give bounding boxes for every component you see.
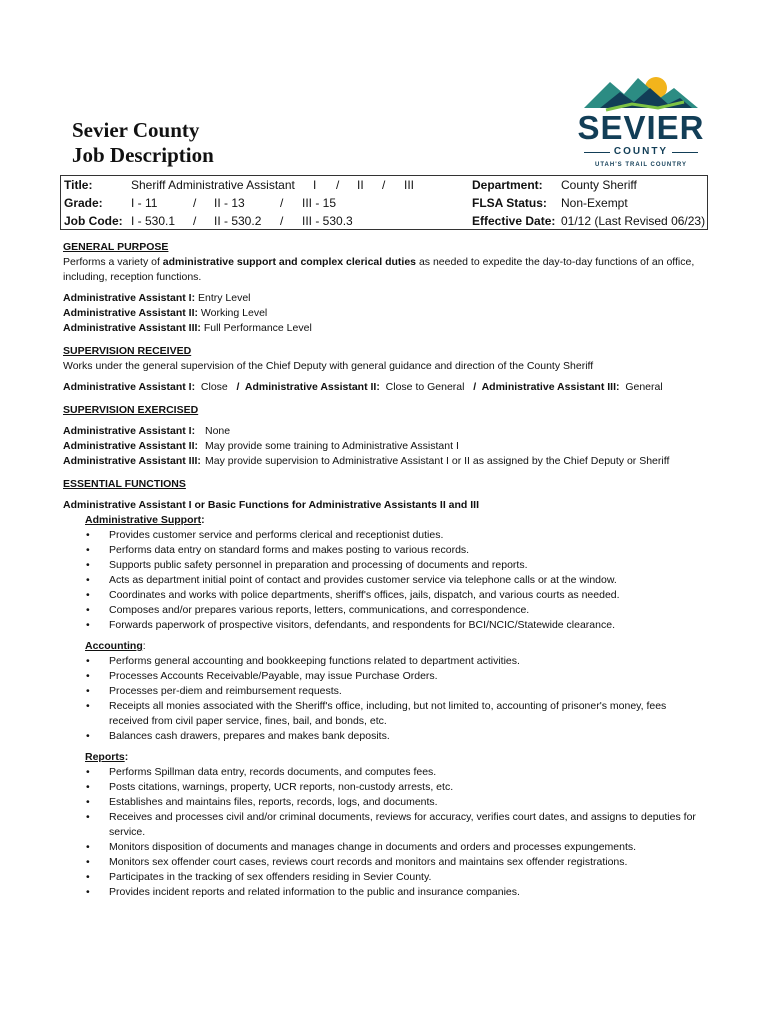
list-item: [85, 543, 708, 558]
jobcode-sep-1: /: [193, 214, 197, 228]
sr-l1-value: Close: [195, 381, 234, 393]
bullet-icon: •: [86, 730, 90, 742]
ef-group-admin-title-text: Administrative Support: [85, 514, 202, 526]
list-item-text: Forwards paperwork of prospective visitors, defendants, and respondents for BCI/NCIC/Statewide clearance.: [109, 619, 615, 631]
title-line-2: Job Description: [72, 143, 214, 167]
grade-2: II - 13: [214, 196, 245, 210]
gp-level-1-value: Entry Level: [195, 292, 251, 304]
list-item: [85, 780, 708, 795]
gp-text-pre: Performs a variety of: [63, 256, 163, 268]
jobcode-label: Job Code:: [64, 214, 123, 228]
department-value: County Sheriff: [561, 178, 637, 192]
list-item-text: Provides incident reports and related information to the public and insurance companies.: [109, 886, 520, 898]
sr-l3-label: Administrative Assistant III:: [481, 381, 620, 393]
sr-l3-value: General: [619, 381, 663, 393]
grade-1: I - 11: [131, 196, 158, 210]
se-row-3-value: May provide supervision to Administrative Assistant I or II as assigned by the Chief Deputy or Sheriff: [205, 455, 670, 467]
list-item-text: Performs data entry on standard forms and makes posting to various records.: [109, 544, 470, 556]
list-item: [85, 840, 708, 855]
ef-accounting-list: [85, 654, 708, 744]
list-item-text: Receipts all monies associated with the Sheriff's office, including, but not limited to, accounting of prisoner's money, fees received from civil paper service, fines, bail, and bonds, etc.: [109, 700, 667, 727]
bullet-icon: •: [86, 559, 90, 571]
se-row-1-value: None: [205, 425, 231, 437]
list-item: [85, 765, 708, 780]
se-row-2-label: Administrative Assistant II:: [63, 440, 198, 452]
logo-wordmark: SEVIER: [577, 109, 705, 146]
list-item: [85, 573, 708, 588]
gp-level-1-label: Administrative Assistant I:: [63, 292, 196, 304]
supervision-exercised-heading: SUPERVISION EXERCISED: [63, 404, 199, 416]
gp-level-3: [63, 321, 708, 336]
list-item-text: Posts citations, warnings, property, UCR reports, non-custody arrests, etc.: [109, 781, 454, 793]
list-item: [85, 588, 708, 603]
gp-level-2-label: Administrative Assistant II:: [63, 307, 198, 319]
bullet-icon: •: [86, 604, 90, 616]
list-item-text: Monitors disposition of documents and manages change in documents and orders and processes expungements.: [109, 841, 637, 853]
bullet-icon: •: [86, 700, 90, 712]
supervision-exercised-rows: [63, 424, 708, 469]
list-item-text: Supports public safety personnel in preparation and processing of documents and reports.: [109, 559, 528, 571]
list-item-text: Provides customer service and performs clerical and receptionist duties.: [109, 529, 444, 541]
flsa-label: FLSA Status:: [472, 196, 547, 210]
bullet-icon: •: [86, 619, 90, 631]
bullet-icon: •: [86, 685, 90, 697]
list-item-text: Participates in the tracking of sex offenders residing in Sevier County.: [109, 871, 432, 883]
list-item-text: Balances cash drawers, prepares and makes bank deposits.: [109, 730, 390, 742]
list-item: [85, 795, 708, 810]
list-item-text: Processes Accounts Receivable/Payable, may issue Purchase Orders.: [109, 670, 438, 682]
grade-3: III - 15: [302, 196, 337, 210]
se-row-2: [63, 439, 708, 454]
supervision-received-levels: [63, 380, 708, 395]
sr-l2-label: Administrative Assistant II:: [244, 381, 380, 393]
effective-label: Effective Date:: [472, 214, 556, 228]
logo-rule-right: [672, 152, 698, 153]
bullet-icon: •: [86, 886, 90, 898]
ef-group-reports-colon: :: [124, 751, 129, 763]
ef-reports-list: [85, 765, 708, 900]
flsa-value: Non-Exempt: [561, 196, 628, 210]
title-level-2: II: [357, 178, 364, 192]
title-sep-2: /: [382, 178, 386, 192]
se-row-1-label: Administrative Assistant I:: [63, 425, 196, 437]
title-value: Sheriff Administrative Assistant: [131, 178, 295, 192]
list-item: [85, 603, 708, 618]
bullet-icon: •: [86, 841, 90, 853]
ef-group-accounting-title-text: Accounting: [85, 640, 143, 652]
sevier-county-logo: [576, 68, 706, 176]
list-item: [85, 654, 708, 669]
jobcode-1: I - 530.1: [131, 214, 176, 228]
jobcode-3: III - 530.3: [302, 214, 353, 228]
ef-group-accounting-title: [85, 639, 708, 654]
essential-functions-heading: ESSENTIAL FUNCTIONS: [63, 478, 186, 490]
sr-sep-1: /: [233, 381, 245, 393]
bullet-icon: •: [86, 781, 90, 793]
bullet-icon: •: [86, 796, 90, 808]
ef-admin-list: [85, 528, 708, 633]
grade-label: Grade:: [64, 196, 103, 210]
list-item: [85, 810, 708, 840]
list-item: [85, 699, 708, 729]
list-item-text: Establishes and maintains files, reports, records, logs, and documents.: [109, 796, 438, 808]
ef-group-admin-support: [85, 513, 708, 900]
department-label: Department:: [472, 178, 543, 192]
list-item: [85, 885, 708, 900]
sr-l1-label: Administrative Assistant I:: [63, 381, 196, 393]
document-title: [72, 118, 214, 168]
logo-tagline: UTAH'S TRAIL COUNTRY: [595, 162, 687, 168]
se-row-3: [63, 454, 708, 469]
list-item: [85, 528, 708, 543]
list-item-text: Processes per-diem and reimbursement requests.: [109, 685, 342, 697]
title-sep-1: /: [336, 178, 340, 192]
list-item-text: Coordinates and works with police departments, sheriff's offices, jails, dispatch, and various courts as needed.: [109, 589, 620, 601]
bullet-icon: •: [86, 856, 90, 868]
ef-group-admin-title: [85, 513, 708, 528]
ef-group-reports-title: [85, 750, 708, 765]
gp-level-3-label: Administrative Assistant III:: [63, 322, 201, 334]
bullet-icon: •: [86, 544, 90, 556]
se-row-3-label: Administrative Assistant III:: [63, 455, 201, 467]
supervision-received-text: Works under the general supervision of the Chief Deputy with general guidance and direction of the County Sheriff: [63, 360, 594, 372]
gp-levels: [63, 291, 708, 336]
list-item: [85, 618, 708, 633]
mountain-sun-icon: [576, 68, 706, 114]
gp-text-bold: administrative support and complex clerical duties: [162, 256, 417, 268]
gp-level-3-value: Full Performance Level: [200, 322, 312, 334]
bullet-icon: •: [86, 529, 90, 541]
essential-functions-intro: Administrative Assistant I or Basic Functions for Administrative Assistants II and III: [63, 499, 480, 511]
bullet-icon: •: [86, 670, 90, 682]
bullet-icon: •: [86, 766, 90, 778]
se-row-1: [63, 424, 708, 439]
ef-group-accounting-colon: :: [142, 640, 146, 652]
jobcode-sep-2: /: [280, 214, 284, 228]
title-level-1: I: [313, 178, 317, 192]
effective-value: 01/12 (Last Revised 06/23): [561, 214, 706, 228]
list-item-text: Composes and/or prepares various reports, letters, communications, and correspondence.: [109, 604, 530, 616]
sr-sep-2: /: [470, 381, 482, 393]
sr-l2-value: Close to General: [379, 381, 471, 393]
list-item: [85, 558, 708, 573]
ef-group-reports-title-text: Reports: [85, 751, 125, 763]
supervision-received-heading: SUPERVISION RECEIVED: [63, 345, 192, 357]
list-item-text: Performs general accounting and bookkeeping functions related to department activities.: [109, 655, 520, 667]
list-item: [85, 870, 708, 885]
jobcode-2: II - 530.2: [214, 214, 262, 228]
title-label: Title:: [64, 178, 93, 192]
title-level-3: III: [404, 178, 415, 192]
bullet-icon: •: [86, 871, 90, 883]
job-header-box: [60, 175, 708, 230]
gp-text-post: as needed to expedite the day-to-day functions of an office, including, reception functions.: [63, 256, 695, 283]
list-item: [85, 855, 708, 870]
grade-sep-2: /: [280, 196, 284, 210]
bullet-icon: •: [86, 655, 90, 667]
title-line-1: Sevier County: [72, 118, 200, 142]
list-item-text: Monitors sex offender court cases, reviews court records and monitors and maintains sex offender registrations.: [109, 856, 628, 868]
bullet-icon: •: [86, 811, 90, 823]
gp-level-2: [63, 306, 708, 321]
list-item: [85, 729, 708, 744]
general-purpose-text: [63, 255, 708, 285]
grade-sep-1: /: [193, 196, 197, 210]
general-purpose-heading: GENERAL PURPOSE: [63, 241, 169, 253]
document-body: [63, 240, 708, 900]
se-row-2-value: May provide some training to Administrative Assistant I: [205, 440, 459, 452]
bullet-icon: •: [86, 574, 90, 586]
list-item: [85, 669, 708, 684]
bullet-icon: •: [86, 589, 90, 601]
list-item-text: Acts as department initial point of contact and provides customer service via telephone calls or at the window.: [109, 574, 617, 586]
gp-level-1: [63, 291, 708, 306]
gp-level-2-value: Working Level: [197, 307, 268, 319]
logo-county: COUNTY: [613, 146, 669, 157]
ef-group-admin-colon: :: [201, 514, 205, 526]
list-item-text: Receives and processes civil and/or criminal documents, reviews for accuracy, verifies court dates, and assigns to deputies for service.: [109, 811, 696, 838]
list-item: [85, 684, 708, 699]
list-item-text: Performs Spillman data entry, records documents, and computes fees.: [109, 766, 437, 778]
